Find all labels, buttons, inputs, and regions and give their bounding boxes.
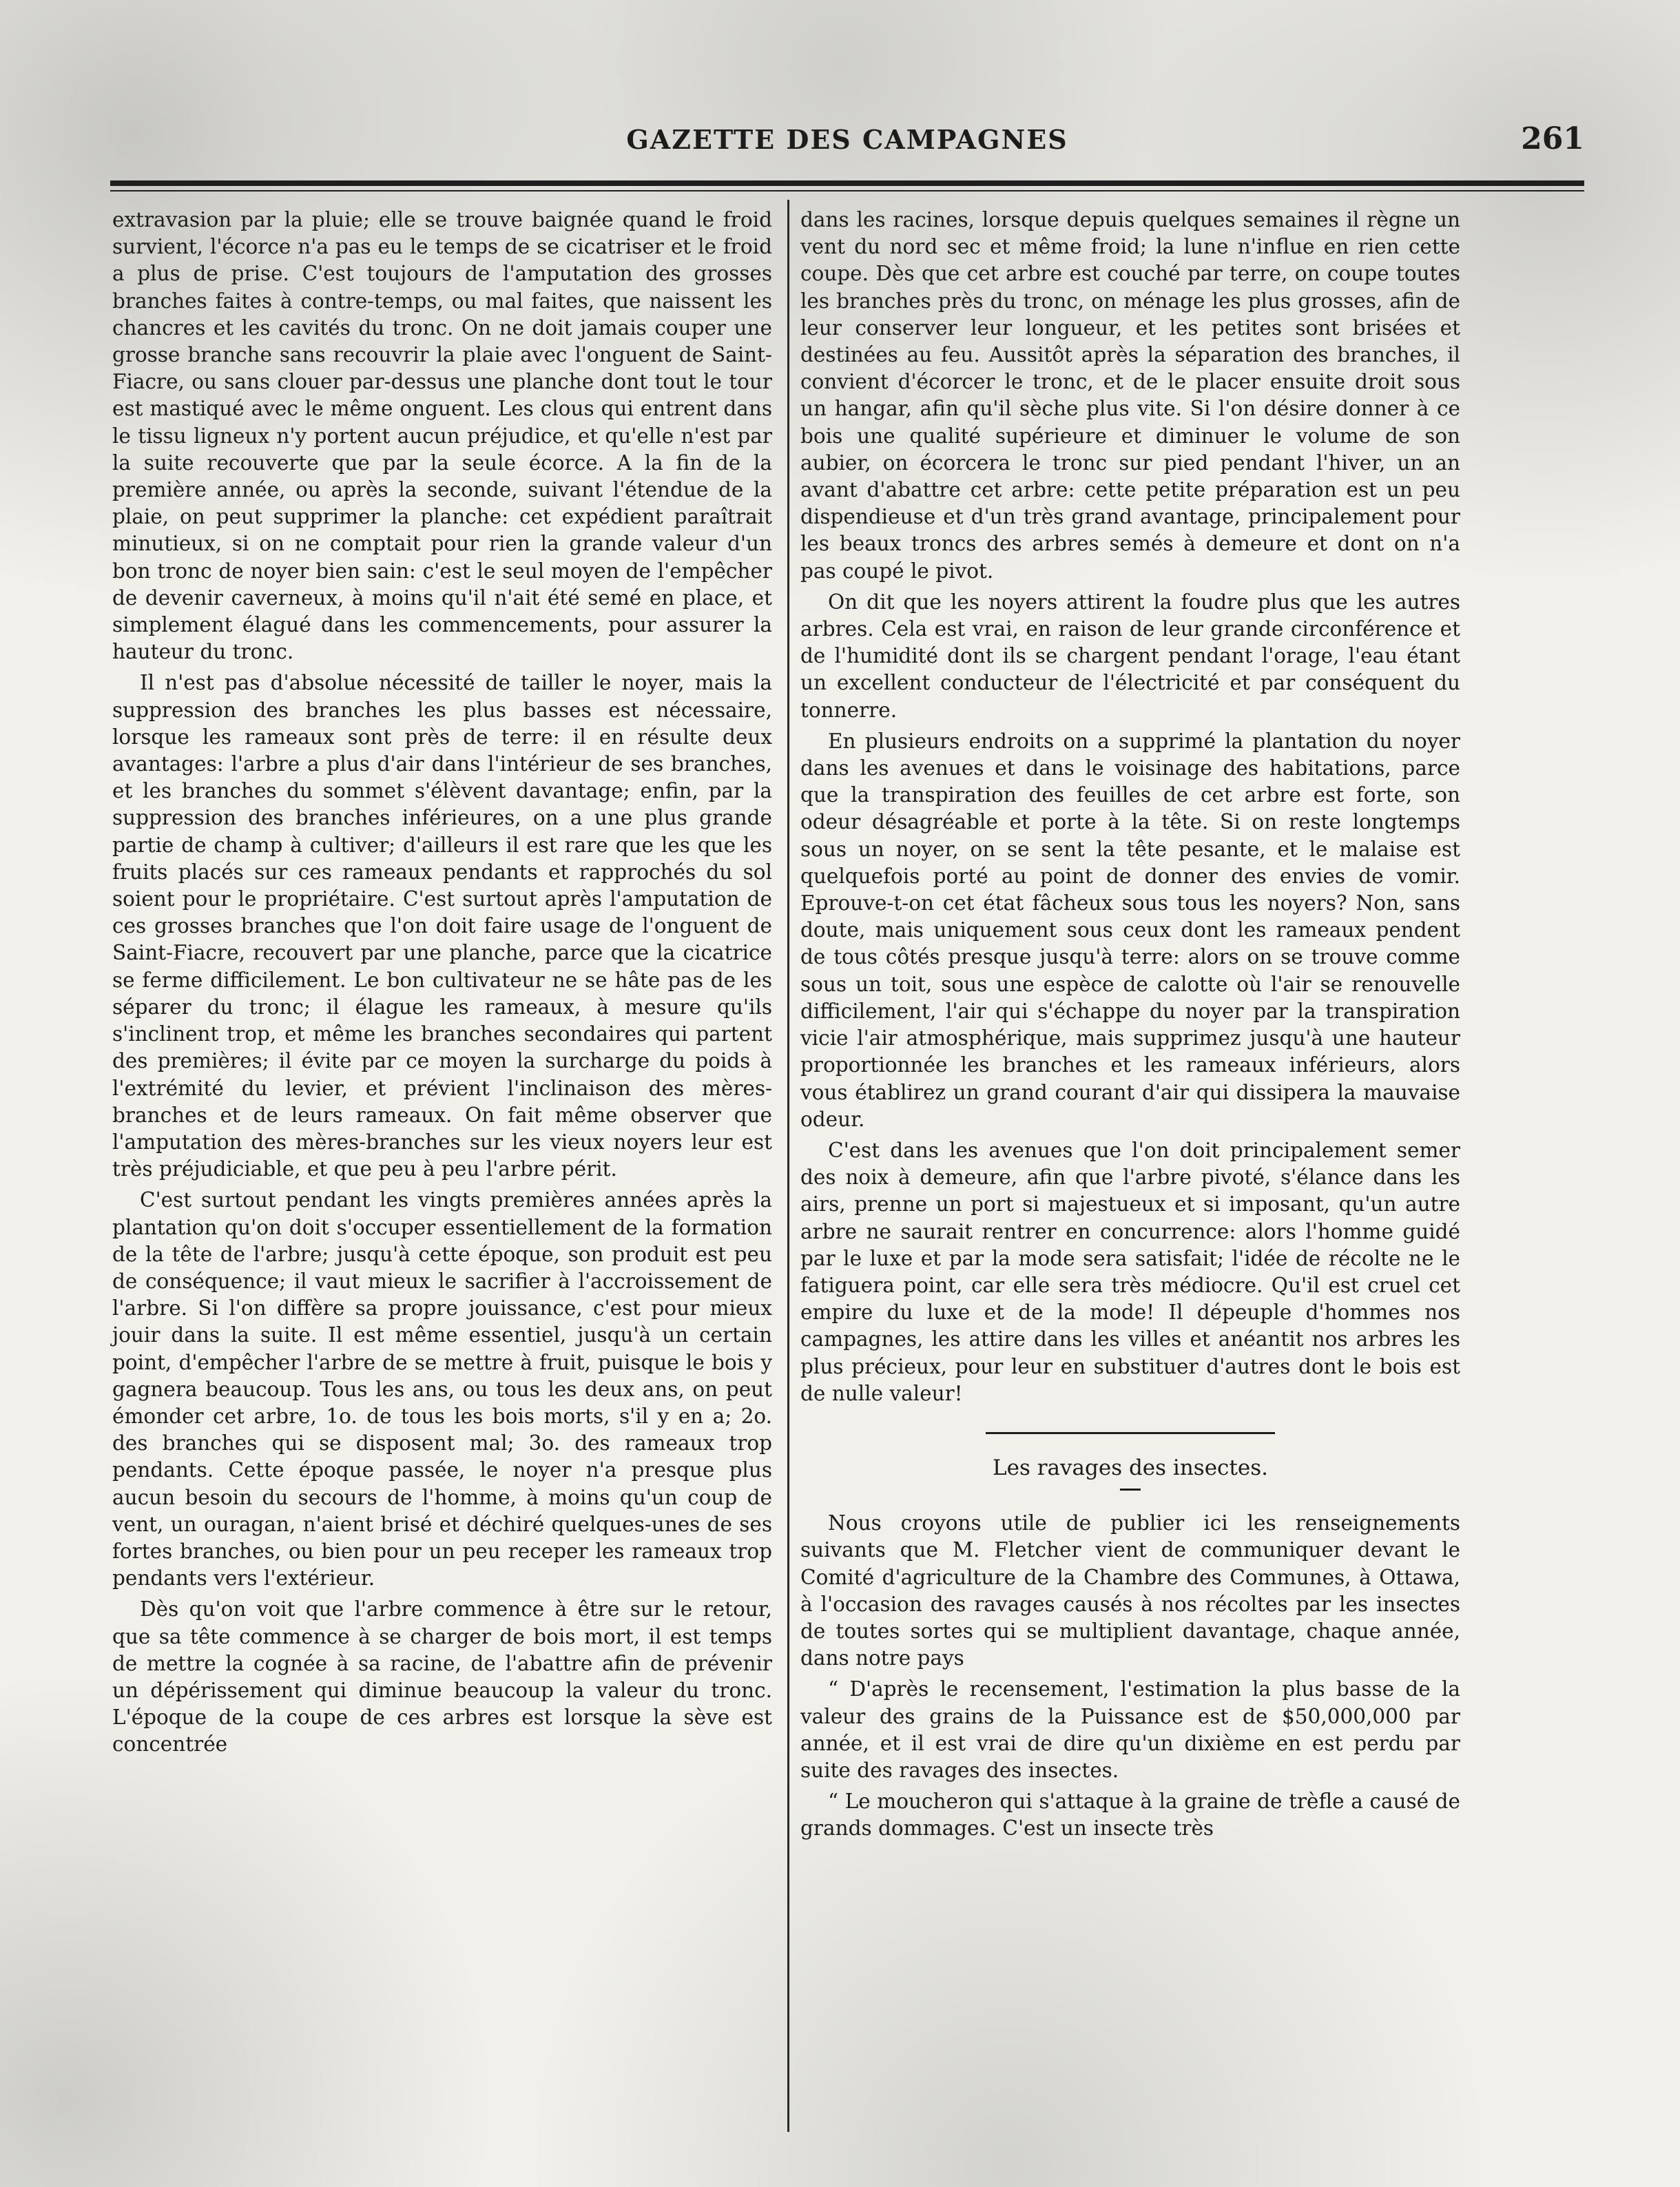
header-rule-thin	[110, 190, 1584, 191]
paragraph: Il n'est pas d'absolue nécessité de tailler le noyer, mais la suppression des branches les plus basses est nécessaire, lorsque les rameaux sont près de terre: il en résulte deux avantages: l'arbre a plus d'air dans l'intérieur de ses branches, et les branches du sommet s'élèvent davantage; enfin, par la suppression des branches inférieures, on a une plus grande partie de champ à cultiver; d'ailleurs il est rare que les que les fruits placés sur ces rameaux pendants et rapprochés du sol soient pour le propriétaire. C'est surtout après l'amputation de ces grosses branches que l'on doit faire usage de l'onguent de Saint-Fiacre, recouvert par une planche, parce que la cicatrice se ferme difficilement. Le bon cultivateur ne se hâte pas de les séparer du tronc; il élague les rameaux, à mesure qu'ils s'inclinent trop, et même les branches secondaires qui partent des premières; il évite par ce moyen la surcharge du poids à l'extrémité du levier, et prévient l'inclinaison des mères-branches et de leurs rameaux. On fait même observer que l'amputation des mères-branches sur les vieux noyers leur est très préjudiciable, et que peu à peu l'arbre périt.	[112, 671, 772, 1181]
paragraph: C'est surtout pendant les vingts premières années après la plantation qu'on doit s'occuper essentiellement de la formation de la tête de l'arbre; jusqu'à cette époque, son produit est peu de conséquence; il vaut mieux le sacrifier à l'accroissement de l'arbre. Si l'on diffère sa propre jouissance, c'est pour mieux jouir dans la suite. Il est même essentiel, jusqu'à un certain point, d'empêcher l'arbre de se mettre à fruit, puisque le bois y gagnera beaucoup. Tous les ans, ou tous les deux ans, on peut émonder cet arbre, 1o. de tous les bois morts, s'il y en a; 2o. des branches qui se disposent mal; 3o. des rameaux trop pendants. Cette époque passée, le noyer n'a presque plus aucun besoin du secours de l'homme, à moins qu'un coup de vent, un ouragan, n'aient brisé et déchiré quelques-unes de ses fortes branches, ou bien pour un peu receper les rameaux trop pendants vers l'extérieur.	[112, 1188, 772, 1590]
journal-title: GAZETTE DES CAMPAGNES	[626, 124, 1068, 155]
header-rule-thick	[110, 180, 1584, 186]
paragraph: C'est dans les avenues que l'on doit principalement semer des noix à demeure, afin que l'arbre pivoté, s'élance dans les airs, prenne un port si majestueux et si imposant, qu'un autre arbre ne saurait rentrer en concurrence: alors l'homme guidé par le luxe et par la mode sera satisfait; l'idée de récolte ne le fatiguera point, car elle sera très médiocre. Qu'il est cruel cet empire du luxe et de la mode! Il dépeuple d'hommes nos campagnes, les attire dans les villes et anéantit nos arbres les plus précieux, pour leur en substituer d'autres dont le bois est de nulle valeur!	[800, 1138, 1460, 1405]
running-head	[110, 121, 1584, 165]
paragraph: Nous croyons utile de publier ici les renseignements suivants que M. Fletcher vient de communiquer devant le Comité d'agriculture de la Chambre des Communes, à Ottawa, à l'occasion des ravages causés à nos récoltes par les insectes de toutes sortes qui se multiplient davantage, chaque année, dans notre pays	[800, 1511, 1460, 1670]
left-column	[112, 207, 772, 1763]
paragraph: dans les racines, lorsque depuis quelques semaines il règne un vent du nord sec et même froid; la lune n'influe en rien cette coupe. Dès que cet arbre est couché par terre, on coupe toutes les branches près du tronc, on ménage les plus grosses, afin de leur conserver leur longueur, et les petites sont brisées et destinées au feu. Aussitôt après la séparation des branches, il convient d'écorcer le tronc, et de le placer ensuite droit sous un hangar, afin qu'il sèche plus vite. Si l'on désire donner à ce bois une qualité supérieure et diminuer le volume de son aubier, on écorcera le tronc sur pied pendant l'hiver, un an avant d'abattre cet arbre: cette petite préparation est un peu dispendieuse et d'un très grand avantage, principalement pour les beaux troncs des arbres semés à demeure et dont on n'a pas coupé le pivot.	[800, 208, 1460, 583]
paragraph: extravasion par la pluie; elle se trouve baignée quand le froid survient, l'écorce n'a pas eu le temps de se cicatriser et le froid a plus de prise. C'est toujours de l'amputation des grosses branches faites à contre-temps, ou mal faites, que naissent les chancres et les cavités du tronc. On ne doit jamais couper une grosse branche sans recouvrir la plaie avec l'onguent de Saint-Fiacre, ou sans clouer par-dessus une planche dont tout le tour est mastiqué avec le même onguent. Les clous qui entrent dans le tissu ligneux n'y portent aucun préjudice, et qu'elle n'est par la suite recouverte que par la seule écorce. A la fin de la première année, ou après la seconde, suivant l'étendue de la plaie, on peut supprimer la planche: cet expédient paraîtrait minutieux, si on ne comptait pour rien la grande valeur d'un bon tronc de noyer bien sain: c'est le seul moyen de l'empêcher de devenir caverneux, à moins qu'il n'ait été semé en place, et simplement élagué dans les commencements, pour assurer la hauteur du tronc.	[112, 208, 772, 664]
paragraph: “ Le moucheron qui s'attaque à la graine de trèfle a causé de grands dommages. C'est un insecte très	[800, 1790, 1460, 1841]
column-divider	[787, 200, 789, 2132]
paragraph: Dès qu'on voit que l'arbre commence à être sur le retour, que sa tête commence à se charger de bois mort, il est temps de mettre la cognée à sa racine, de l'abattre afin de prévenir un dépérissement qui diminue beaucoup la valeur du tronc. L'époque de la coupe de ces arbres est lorsque la sève est concentrée	[112, 1597, 772, 1756]
paragraph: En plusieurs endroits on a supprimé la plantation du noyer dans les avenues et dans le voisinage des habitations, parce que la transpiration des feuilles de cet arbre est forte, son odeur désagréable et porte à la tête. Si on reste longtemps sous un noyer, on se sent la tête pesante, et le malaise est quelquefois porté au point de donner des envies de vomir. Eprouve-t-on cet état fâcheux sous tous les noyers? Non, sans doute, mais uniquement sous ceux dont les rameaux pendent de tous côtés presque jusqu'à terre: alors on se trouve comme sous un toit, sous une espèce de calotte où l'air se renouvelle difficilement, l'air qui s'échappe du noyer par la transpiration vicie l'air atmosphérique, mais supprimez jusqu'à une hauteur proportionnée les branches et les rameaux inférieurs, alors vous établirez un grand courant d'air qui dissipera la mauvaise odeur.	[800, 729, 1460, 1131]
paragraph: “ D'après le recensement, l'estimation la plus basse de la valeur des grains de la Puissance est de $50,000,000 par année, et il est vrai de dire qu'un dixième en est perdu par suite des ravages des insectes.	[800, 1677, 1460, 1782]
paragraph: On dit que les noyers attirent la foudre plus que les autres arbres. Cela est vrai, en raison de leur grande circonférence et de l'humidité dont ils se chargent pendant l'orage, l'eau étant un excellent conducteur de l'électricité et par conséquent du tonnerre.	[800, 590, 1460, 722]
page-number: 261	[1521, 121, 1584, 156]
section-title-underline	[1120, 1489, 1141, 1491]
right-column	[800, 207, 1460, 1847]
section-separator-rule	[986, 1432, 1275, 1434]
section-title: Les ravages des insectes.	[993, 1455, 1268, 1480]
